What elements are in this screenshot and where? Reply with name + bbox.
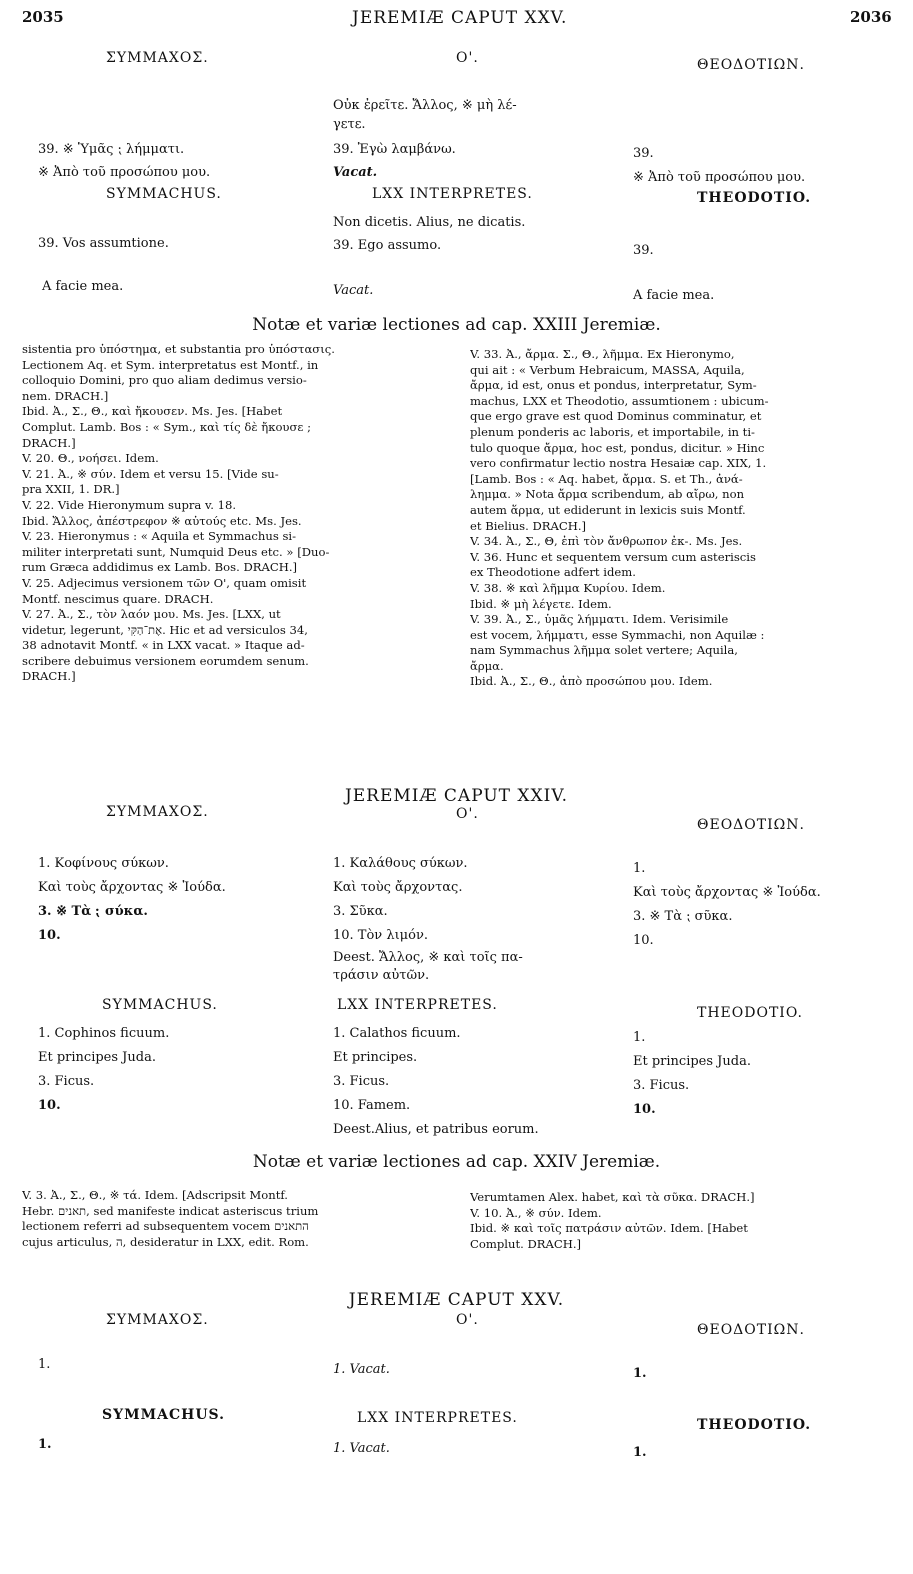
section-title: JEREMIÆ CAPUT XXV. — [348, 1290, 565, 1310]
note-line: Complut. Lamb. Bos : « Sym., καὶ τίς δὲ ἤκουσε ; — [22, 419, 311, 434]
sym-latin-line: 39. Vos assumtione. — [38, 236, 169, 251]
note-line: Ibid. Ἀ., Σ., Θ., ἀπὸ προσώπου μου. Idem. — [470, 674, 713, 689]
heading-symmachus-latin: SYMMACHUS. — [106, 186, 222, 202]
theo-latin-line: 39. — [633, 243, 654, 258]
verse-line: τράσιν αὐτῶν. — [333, 968, 430, 983]
heading-theodotion-greek: ΘΕΟΔΟΤΙΩΝ. — [697, 57, 805, 73]
note-line: vero confirmatur lectio nostra Hesaiæ cap. XIX, 1. — [470, 456, 767, 471]
note-line: ἄρμα. — [470, 658, 504, 673]
note-line: ἄρμα, id est, onus et pondus, interpretatur, Sym- — [470, 378, 757, 393]
verse-line: 1. Κοφίνους σύκων. — [38, 856, 169, 871]
note-line: Ibid. ※ μὴ λέγετε. Idem. — [470, 596, 612, 611]
notes-title: Notæ et variæ lectiones ad cap. XXIII Jeremiæ. — [252, 315, 661, 335]
note-line: [Lamb. Bos : « Aq. habet, ἄρμα. S. et Th., ἀνά- — [470, 471, 743, 486]
note-line: V. 27. Ἀ., Σ., τὸν λαόν μου. Ms. Jes. [LXX, ut — [22, 607, 281, 622]
note-line: λημμα. » Nota ἄρμα scribendum, ab αἴρω, non — [470, 487, 745, 502]
note-line: scribere debuimus versionem eorumdem senum. — [22, 653, 309, 668]
note-line: V. 36. Hunc et sequentem versum cum asteriscis — [470, 549, 756, 564]
lxx-latin-line: 39. Ego assumo. — [333, 238, 442, 253]
notes-left-column — [22, 1188, 452, 1250]
section-title: JEREMIÆ CAPUT XXIV. — [344, 786, 569, 806]
note-line: sistentia pro ὑπόστημα, et substantia pro ὑπόστασις. — [22, 342, 335, 356]
note-line: V. 38. ※ καὶ λῆμμα Κυρίου. Idem. — [470, 580, 666, 595]
heading-symmachus-greek: ΣΥΜΜΑΧΟΣ. — [106, 1312, 209, 1328]
notes-right-column — [470, 1190, 895, 1252]
heading-theodotio-latin: THEODOTIO. — [697, 190, 812, 206]
lxx-latin-block — [333, 1022, 539, 1142]
theo-greek-block — [633, 857, 821, 953]
verse-line: 10. Τὸν λιμόν. — [333, 928, 428, 943]
verse-line: 1. — [633, 861, 646, 876]
note-line: V. 20. Θ., νοήσει. Idem. — [22, 451, 159, 466]
verse-line: Et principes. — [333, 1050, 418, 1065]
verse-line: 10. — [38, 1098, 61, 1113]
note-line: V. 21. Ἀ., ※ σύν. Idem et versu 15. [Vide su- — [22, 466, 279, 481]
verse-line: Et principes Juda. — [38, 1050, 156, 1065]
lxx-greek-line: 39. Ἐγὼ λαμβάνω. — [333, 142, 456, 157]
page-title: JEREMIÆ CAPUT XXV. — [352, 8, 568, 28]
note-line: Verumtamen Alex. habet, καὶ τὰ σῦκα. DRACH.] — [470, 1190, 755, 1204]
heading-lxx-greek: O'. — [456, 806, 479, 822]
verse-line: 3. Σῦκα. — [333, 904, 388, 919]
theo-greek-line: ※ Ἀπὸ τοῦ προσώπου μου. — [633, 170, 806, 185]
verse-line: 10. — [38, 928, 61, 943]
note-line: Montf. nescimus quare. DRACH. — [22, 591, 214, 606]
verse-line: Deest.Alius, et patribus eorum. — [333, 1122, 539, 1137]
note-line: ex Theodotione adfert idem. — [470, 565, 636, 580]
sym-latin-line: A facie mea. — [42, 279, 124, 294]
note-line: V. 33. Ἀ., ἄρμα. Σ., Θ., λῆμμα. Ex Hieronymo, — [470, 347, 735, 361]
note-line: pra XXII, 1. DR.] — [22, 482, 120, 497]
note-line: plenum ponderis ac laboris, et importabile, in ti- — [470, 424, 755, 439]
verse-line: Deest. Ἄλλος, ※ καὶ τοῖς πα- — [333, 950, 523, 965]
verse-line: 10. — [633, 1102, 656, 1117]
lxx-latin-line: Non dicetis. Alius, ne dicatis. — [333, 215, 526, 230]
verse-line: 1. Καλάθους σύκων. — [333, 856, 468, 871]
note-line: cujus articulus, ה, desideratur in LXX, edit. Rom. — [22, 1234, 309, 1249]
note-line: V. 23. Hieronymus : « Aquila et Symmachus si- — [22, 529, 297, 544]
heading-symmachus-greek: ΣΥΜΜΑΧΟΣ. — [106, 804, 209, 820]
note-line: nam Symmachus λῆμμα solet vertere; Aquila, — [470, 643, 738, 658]
heading-lxx-latin: LXX INTERPRETES. — [372, 186, 533, 202]
verse-line: 3. ※ Τὰ ⁏ σύκα. — [38, 904, 148, 919]
verse-line: Καὶ τοὺς ἄρχοντας. — [333, 880, 463, 895]
theo-latin-block — [633, 1026, 751, 1122]
note-line: 38 adnotavit Montf. « in LXX vacat. » Itaque ad- — [22, 638, 305, 653]
note-line: est vocem, λήμματι, esse Symmachi, non Aquilæ : — [470, 627, 765, 642]
note-line: lectionem referri ad subsequentem vocem התאנים — [22, 1219, 309, 1234]
verse-line: 1. — [38, 1357, 51, 1372]
note-line: Hebr. תאנים, sed manifeste indicat asteriscus trium — [22, 1203, 319, 1218]
verse-line: 1. Cophinos ficuum. — [38, 1026, 170, 1041]
note-line: Ibid. Ἄλλος, ἀπέστρεφον ※ αὐτούς etc. Ms. Jes. — [22, 513, 302, 528]
heading-theodotion-greek: ΘΕΟΔΟΤΙΩΝ. — [697, 1322, 805, 1338]
verse-line: 3. Ficus. — [633, 1078, 690, 1093]
note-line: V. 25. Adjecimus versionem τῶν O', quam omisit — [22, 575, 307, 590]
heading-symmachus-greek: ΣΥΜΜΑΧΟΣ. — [106, 50, 209, 66]
verse-line: 1. Vacat. — [333, 1362, 390, 1377]
note-line: qui ait : « Verbum Hebraicum, MASSA, Aquila, — [470, 362, 745, 377]
note-line: nem. DRACH.] — [22, 388, 109, 403]
verse-line: 1. — [633, 1366, 647, 1381]
note-line: DRACH.] — [22, 669, 76, 684]
heading-symmachus-latin: SYMMACHUS. — [102, 1407, 226, 1423]
verse-line: 1. Vacat. — [333, 1441, 390, 1456]
verse-line: Et principes Juda. — [633, 1054, 751, 1069]
lxx-greek-line: Οὐκ ἐρεῖτε. Ἄλλος, ※ μὴ λέ- — [333, 98, 517, 113]
note-line: Ibid. ※ καὶ τοῖς πατράσιν αὐτῶν. Idem. [Habet — [470, 1221, 748, 1236]
note-line: tulo quoque ἄρμα, hoc est, pondus, dicitur. » Hinc — [470, 440, 765, 455]
heading-theodotio-latin: THEODOTIO. — [697, 1417, 812, 1433]
note-line: Lectionem Aq. et Sym. interpretatus est Montf., in — [22, 357, 319, 372]
theo-greek-line: 39. — [633, 146, 654, 161]
note-line: que ergo grave est quod Dominus comminatur, et — [470, 409, 762, 424]
note-line: V. 10. Ἀ., ※ σύν. Idem. — [470, 1205, 602, 1220]
page-number-right: 2036 — [850, 8, 892, 26]
page-number-left: 2035 — [22, 8, 64, 26]
verse-line: Καὶ τοὺς ἄρχοντας ※ Ἰούδα. — [633, 885, 821, 900]
note-line: Complut. DRACH.] — [470, 1236, 582, 1251]
lxx-greek-line: γετε. — [333, 117, 366, 132]
heading-theodotio-latin: THEODOTIO. — [697, 1005, 803, 1021]
verse-line: 10. Famem. — [333, 1098, 411, 1113]
note-line: Ibid. Ἀ., Σ., Θ., καὶ ἤκουσεν. Ms. Jes. [Habet — [22, 404, 283, 419]
verse-line: 3. Ficus. — [333, 1074, 390, 1089]
note-line: DRACH.] — [22, 435, 76, 450]
verse-line: 1. — [633, 1445, 647, 1460]
note-line: V. 22. Vide Hieronymum supra v. 18. — [22, 497, 237, 512]
note-line: V. 39. Ἀ., Σ., ὑμᾶς λήμματι. Idem. Verisimile — [470, 612, 729, 627]
lxx-latin-line: Vacat. — [333, 283, 374, 298]
verse-line: 1. Calathos ficuum. — [333, 1026, 461, 1041]
verse-line: 3. Ficus. — [38, 1074, 95, 1089]
verse-line: 1. — [633, 1030, 646, 1045]
heading-lxx-greek: O'. — [456, 50, 479, 66]
note-line: videtur, legerunt, אֶת־הַקִּי. Hic et ad versiculos 34, — [22, 622, 308, 637]
verse-line: 10. — [633, 933, 654, 948]
sym-greek-line: ※ Ἀπὸ τοῦ προσώπου μου. — [38, 165, 211, 180]
lxx-greek-line: Vacat. — [333, 165, 378, 180]
note-line: V. 3. Ἀ., Σ., Θ., ※ τά. Idem. [Adscripsit Montf. — [22, 1188, 288, 1202]
notes-right-column — [470, 347, 895, 690]
verse-line: 3. ※ Τὰ ⁏ σῦκα. — [633, 909, 733, 924]
notes-left-column — [22, 342, 442, 685]
lxx-greek-block — [333, 852, 523, 984]
note-line: colloquio Domini, pro quo aliam dedimus versio- — [22, 373, 307, 388]
note-line: machus, LXX et Theodotio, assumtionem : ubicum- — [470, 393, 769, 408]
verse-line: Καὶ τοὺς ἄρχοντας ※ Ἰούδα. — [38, 880, 226, 895]
note-line: V. 34. Ἀ., Σ., Θ, ἐπὶ τὸν ἄνθρωπον ἐκ-. Ms. Jes. — [470, 534, 743, 549]
sym-latin-block — [38, 1022, 169, 1118]
heading-symmachus-latin: SYMMACHUS. — [102, 997, 218, 1013]
verse-line: 1. — [38, 1437, 52, 1452]
heading-lxx-greek: O'. — [456, 1312, 479, 1328]
note-line: rum Græca addidimus ex Lamb. Bos. DRACH.] — [22, 560, 298, 575]
note-line: militer interpretati sunt, Numquid Deus etc. » [Duo- — [22, 544, 330, 559]
heading-lxx-latin: LXX INTERPRETES. — [337, 997, 498, 1013]
heading-lxx-latin: LXX INTERPRETES. — [357, 1410, 518, 1426]
heading-theodotion-greek: ΘΕΟΔΟΤΙΩΝ. — [697, 817, 805, 833]
sym-greek-line: 39. ※ Ὑμᾶς ⁏ λήμματι. — [38, 142, 185, 157]
theo-latin-line: A facie mea. — [633, 288, 715, 303]
note-line: autem ἅρμα, ut ediderunt in lexicis suis Montf. — [470, 502, 746, 517]
notes-title: Notæ et variæ lectiones ad cap. XXIV Jeremiæ. — [252, 1152, 661, 1172]
sym-greek-block — [38, 852, 226, 948]
note-line: et Bielius. DRACH.] — [470, 518, 587, 533]
